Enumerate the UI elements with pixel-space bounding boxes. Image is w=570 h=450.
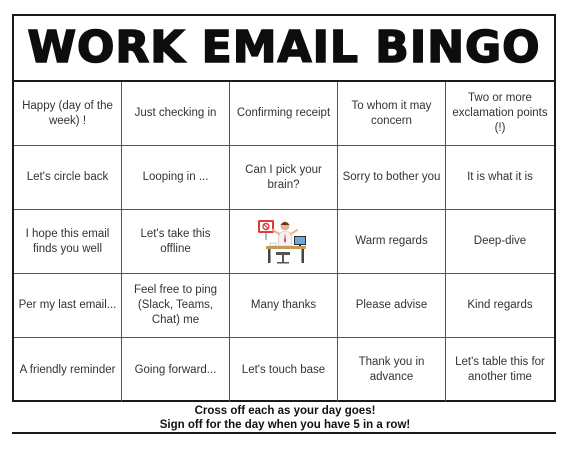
bingo-cell: Sorry to bother you xyxy=(338,146,446,210)
bingo-cell: Kind regards xyxy=(446,274,554,338)
bingo-cell: A friendly reminder xyxy=(14,338,122,402)
bingo-cell: Just checking in xyxy=(122,82,230,146)
office-worker-at-desk-icon xyxy=(254,218,314,266)
bingo-cell: Many thanks xyxy=(230,274,338,338)
bingo-grid xyxy=(14,82,554,402)
instruction-line-2: Sign off for the day when you have 5 in a row! xyxy=(159,419,411,431)
instruction-line-1: Cross off each as your day goes! xyxy=(194,405,376,417)
bingo-cell: Let's circle back xyxy=(14,146,122,210)
page-title: WORK EMAIL BINGO xyxy=(14,16,554,82)
bottom-divider xyxy=(12,432,556,434)
bingo-cell: Looping in ... xyxy=(122,146,230,210)
bingo-cell: Let's take this offline xyxy=(122,210,230,274)
bingo-cell: Feel free to ping (Slack, Teams, Chat) me xyxy=(122,274,230,338)
bingo-cell: Two or more exclamation points (!) xyxy=(446,82,554,146)
bingo-cell: Warm regards xyxy=(338,210,446,274)
bingo-cell: Happy (day of the week) ! xyxy=(14,82,122,146)
bingo-cell: Can I pick your brain? xyxy=(230,146,338,210)
bingo-cell: Please advise xyxy=(338,274,446,338)
bingo-cell: Thank you in advance xyxy=(338,338,446,402)
bingo-cell: To whom it may concern xyxy=(338,82,446,146)
free-space-cell xyxy=(230,210,338,274)
bingo-cell: Going forward... xyxy=(122,338,230,402)
bingo-cell: Confirming receipt xyxy=(230,82,338,146)
bingo-cell: I hope this email finds you well xyxy=(14,210,122,274)
bingo-cell: Per my last email... xyxy=(14,274,122,338)
bingo-cell: Let's touch base xyxy=(230,338,338,402)
bingo-card xyxy=(12,14,556,402)
instructions xyxy=(0,404,570,432)
bingo-cell: It is what it is xyxy=(446,146,554,210)
bingo-cell: Let's table this for another time xyxy=(455,356,545,383)
bingo-cell: Deep-dive xyxy=(446,210,554,274)
